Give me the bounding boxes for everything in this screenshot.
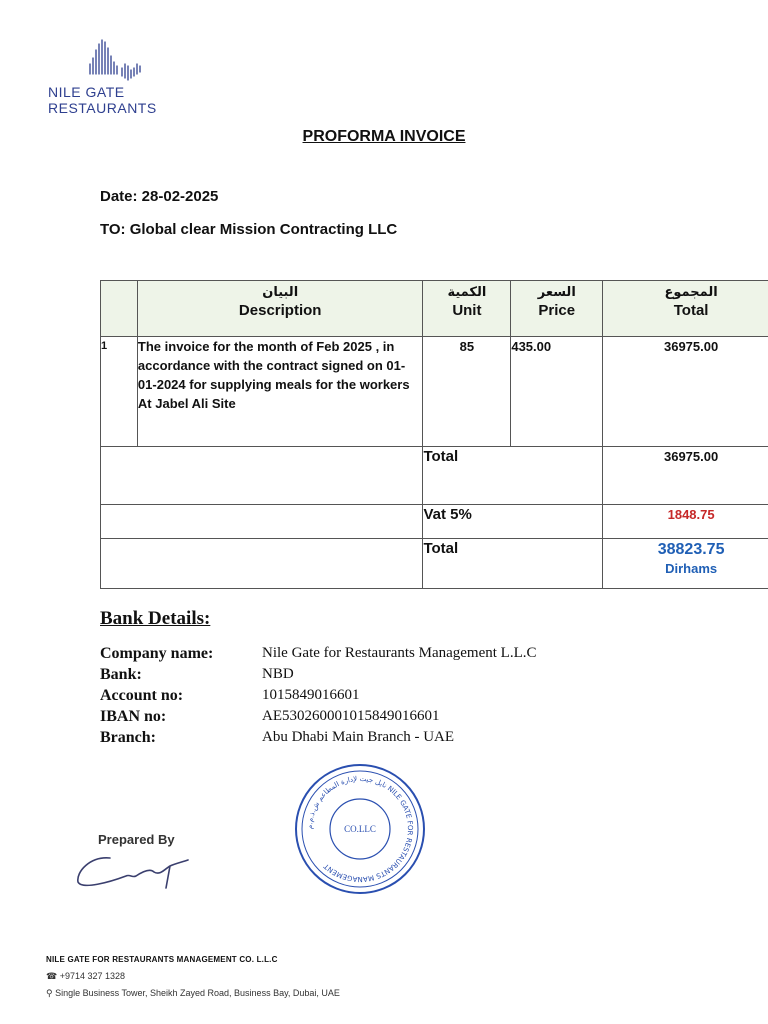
company-logo [46,34,166,120]
prepared-by-label: Prepared By [98,832,175,847]
invoice-date: Date: 28-02-2025 [100,188,219,205]
bank-row [100,729,600,749]
vat-empty-cell [101,505,423,539]
header-total-ar: المجموع [664,285,718,300]
bank-row [100,687,600,707]
seal-inner-text: CO.LLC [344,824,376,834]
row-description: The invoice for the month of Feb 2025 , in accordance with the contract signed on 01-01-2024 for supplying meals for the workers At Jabel Ali Site [137,337,423,447]
header-price-en: Price [538,302,576,319]
seal-outer-text: نايل جيت لإدارة المطاعم ش.ذ.م.م NILE GATE FOR RESTAURANTS MANAGEMENT [305,774,415,884]
header-description-ar: البيان [262,285,299,300]
subtotal-empty-cell [101,447,423,505]
bank-row [100,708,600,728]
header-unit-en: Unit [452,302,482,319]
vat-label: Vat 5% [423,505,603,539]
document-title-wrap [0,126,768,146]
bank-value-branch: Abu Dhabi Main Branch - UAE [262,729,455,745]
bank-label-company: Company name: [100,645,214,662]
grand-total-label: Total [423,539,603,589]
phone-icon: ☎ [46,971,58,981]
vat-value: 1848.75 [603,505,768,539]
footer-phone: +9714 327 1328 [59,971,126,981]
footer-address-line [46,988,340,999]
footer-phone-line [46,971,125,982]
subtotal-value: 36975.00 [603,447,768,505]
bank-label-bank: Bank: [100,666,142,683]
location-pin-icon: ⚲ [46,988,53,998]
table-header-row [101,281,768,337]
header-price-ar: السعر [537,285,576,300]
footer-company: NILE GATE FOR RESTAURANTS MANAGEMENT CO. L.L.C [46,955,278,964]
grand-total-cell [603,539,768,589]
table-row [101,337,768,447]
bank-label-branch: Branch: [100,729,156,746]
row-price: 435.00 [511,337,603,447]
subtotal-label: Total [423,447,603,505]
grand-total-row [101,539,768,589]
header-price [511,281,603,337]
company-seal-icon [282,764,438,894]
bank-row [100,666,600,686]
grand-total-currency: Dirhams [665,561,718,576]
bank-value-company: Nile Gate for Restaurants Management L.L.C [262,645,537,661]
waveform-logo-icon [46,34,166,84]
bank-label-iban: IBAN no: [100,708,167,725]
bank-value-iban: AE530260001015849016601 [262,708,440,724]
grand-empty-cell [101,539,423,589]
bank-details-title: Bank Details: [100,608,211,629]
vat-row [101,505,768,539]
bank-row [100,645,600,665]
document-title: PROFORMA INVOICE [302,128,466,145]
subtotal-row [101,447,768,505]
bank-value-account: 1015849016601 [262,687,360,703]
row-number: 1 [101,337,138,447]
header-total [603,281,768,337]
invoice-recipient: TO: Global clear Mission Contracting LLC [100,221,398,238]
bank-value-bank: NBD [262,666,294,682]
header-description [137,281,423,337]
header-no-cell [101,281,138,337]
header-unit [423,281,511,337]
footer-address: Single Business Tower, Sheikh Zayed Road, Business Bay, Dubai, UAE [55,988,340,998]
bank-label-account: Account no: [100,687,184,704]
invoice-table [100,280,768,589]
row-unit: 85 [423,337,511,447]
logo-line-1: NILE GATE [48,84,125,100]
signature-icon [70,848,200,892]
header-total-en: Total [673,302,709,319]
row-total: 36975.00 [603,337,768,447]
grand-total-value: 38823.75 [657,541,725,558]
header-unit-ar: الكمية [447,285,487,300]
logo-line-2: RESTAURANTS [48,100,157,116]
header-description-en: Description [238,302,322,319]
